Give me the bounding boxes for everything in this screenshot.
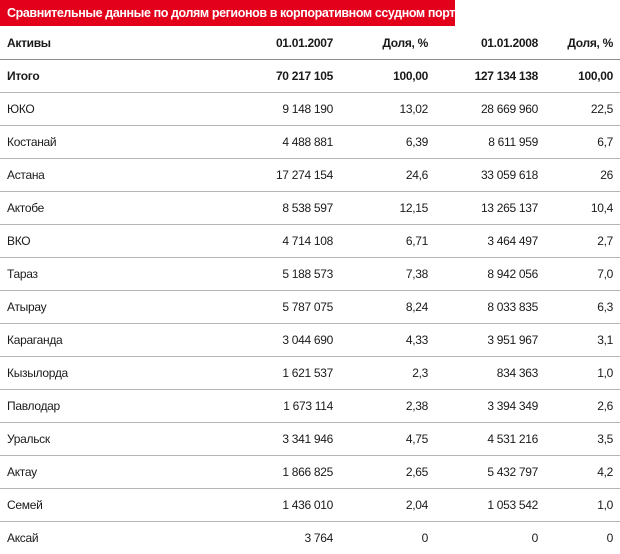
- table-row: [0, 158, 620, 191]
- region-name: Итого: [0, 59, 210, 92]
- header-assets: Активы: [0, 27, 210, 59]
- table-row: [0, 125, 620, 158]
- share-2007: 0: [421, 530, 428, 545]
- region-name: ЮКО: [0, 92, 210, 125]
- region-name: Атырау: [0, 290, 210, 323]
- value-2008: 8 942 056: [435, 257, 545, 290]
- header-date-2007: 01.01.2007: [210, 27, 340, 59]
- region-name: Кызылорда: [0, 356, 210, 389]
- header-date-2008: 01.01.2008: [435, 27, 545, 59]
- value-2007: 1 673 114: [210, 389, 340, 422]
- region-name: Актау: [0, 455, 210, 488]
- share-2008: 7,0: [545, 257, 620, 290]
- value-2007: 3 341 946: [210, 422, 340, 455]
- regions-share-table: [0, 27, 620, 554]
- share-2008: 1,0: [545, 488, 620, 521]
- share-2007: 13,02: [340, 92, 435, 125]
- value-2008: 3 951 967: [435, 323, 545, 356]
- region-name: ВКО: [0, 224, 210, 257]
- value-2007: 1 866 825: [210, 455, 340, 488]
- value-2008: 1 053 542: [435, 488, 545, 521]
- header-share-2008: Доля, %: [545, 27, 620, 59]
- share-2007: 8,24: [340, 290, 435, 323]
- table-row: [0, 257, 620, 290]
- value-2007: 9 148 190: [210, 92, 340, 125]
- value-2008: 0: [531, 530, 538, 545]
- share-2008: 3,5: [545, 422, 620, 455]
- value-2008: 13 265 137: [435, 191, 545, 224]
- share-2008: 6,7: [545, 125, 620, 158]
- table-row: [0, 191, 620, 224]
- value-2007: 4 714 108: [210, 224, 340, 257]
- share-2008: 2,7: [545, 224, 620, 257]
- region-name: Караганда: [0, 323, 210, 356]
- share-2008: 3,1: [545, 323, 620, 356]
- value-2008: 3 394 349: [435, 389, 545, 422]
- table-row: [0, 422, 620, 455]
- share-2007: 2,38: [340, 389, 435, 422]
- value-2008: 33 059 618: [435, 158, 545, 191]
- value-2007: 3 764: [304, 530, 333, 545]
- table-row: [0, 455, 620, 488]
- region-name: Павлодар: [0, 389, 210, 422]
- share-2008: 0: [606, 530, 613, 545]
- share-2008: 1,0: [545, 356, 620, 389]
- share-2008: 2,6: [545, 389, 620, 422]
- header-row: [0, 27, 620, 59]
- share-2007: 6,71: [340, 224, 435, 257]
- share-2008: 4,2: [545, 455, 620, 488]
- share-2007: 100,00: [340, 59, 435, 92]
- share-2007: 12,15: [340, 191, 435, 224]
- table-row: [0, 290, 620, 323]
- table-row: [0, 92, 620, 125]
- share-2007: 7,38: [340, 257, 435, 290]
- share-2008: 22,5: [545, 92, 620, 125]
- value-2007: 5 188 573: [210, 257, 340, 290]
- region-name: Аксай: [7, 530, 39, 545]
- value-2008: 127 134 138: [435, 59, 545, 92]
- value-2007: 1 621 537: [210, 356, 340, 389]
- share-2007: 2,65: [340, 455, 435, 488]
- share-2008: 10,4: [545, 191, 620, 224]
- value-2008: 834 363: [435, 356, 545, 389]
- share-2008: 6,3: [545, 290, 620, 323]
- value-2007: 3 044 690: [210, 323, 340, 356]
- value-2008: 8 611 959: [435, 125, 545, 158]
- share-2007: 6,39: [340, 125, 435, 158]
- region-name: Актобе: [0, 191, 210, 224]
- share-2008: 100,00: [545, 59, 620, 92]
- table-row: [0, 488, 620, 521]
- share-2007: 2,04: [340, 488, 435, 521]
- table-row: [0, 224, 620, 257]
- table-body: [0, 59, 620, 554]
- table-row: [0, 323, 620, 356]
- table-row: [0, 356, 620, 389]
- value-2008: 8 033 835: [435, 290, 545, 323]
- value-2007: 5 787 075: [210, 290, 340, 323]
- region-name: Семей: [0, 488, 210, 521]
- share-2007: 4,33: [340, 323, 435, 356]
- share-2007: 2,3: [340, 356, 435, 389]
- table-row: [0, 389, 620, 422]
- value-2008: 3 464 497: [435, 224, 545, 257]
- value-2007: 70 217 105: [210, 59, 340, 92]
- value-2007: 8 538 597: [210, 191, 340, 224]
- value-2007: 17 274 154: [210, 158, 340, 191]
- total-row: [0, 59, 620, 92]
- share-2007: 4,75: [340, 422, 435, 455]
- value-2007: 1 436 010: [210, 488, 340, 521]
- table-row: [0, 521, 620, 554]
- share-2007: 24,6: [340, 158, 435, 191]
- value-2007: 4 488 881: [210, 125, 340, 158]
- value-2008: 4 531 216: [435, 422, 545, 455]
- value-2008: 5 432 797: [435, 455, 545, 488]
- region-name: Костанай: [0, 125, 210, 158]
- header-share-2007: Доля, %: [340, 27, 435, 59]
- region-name: Астана: [0, 158, 210, 191]
- region-name: Уральск: [0, 422, 210, 455]
- table-title: Сравнительные данные по долям регионов в корпоративном ссудном портфеле филиалов: [0, 0, 455, 26]
- share-2008: 26: [545, 158, 620, 191]
- region-name: Тараз: [0, 257, 210, 290]
- value-2008: 28 669 960: [435, 92, 545, 125]
